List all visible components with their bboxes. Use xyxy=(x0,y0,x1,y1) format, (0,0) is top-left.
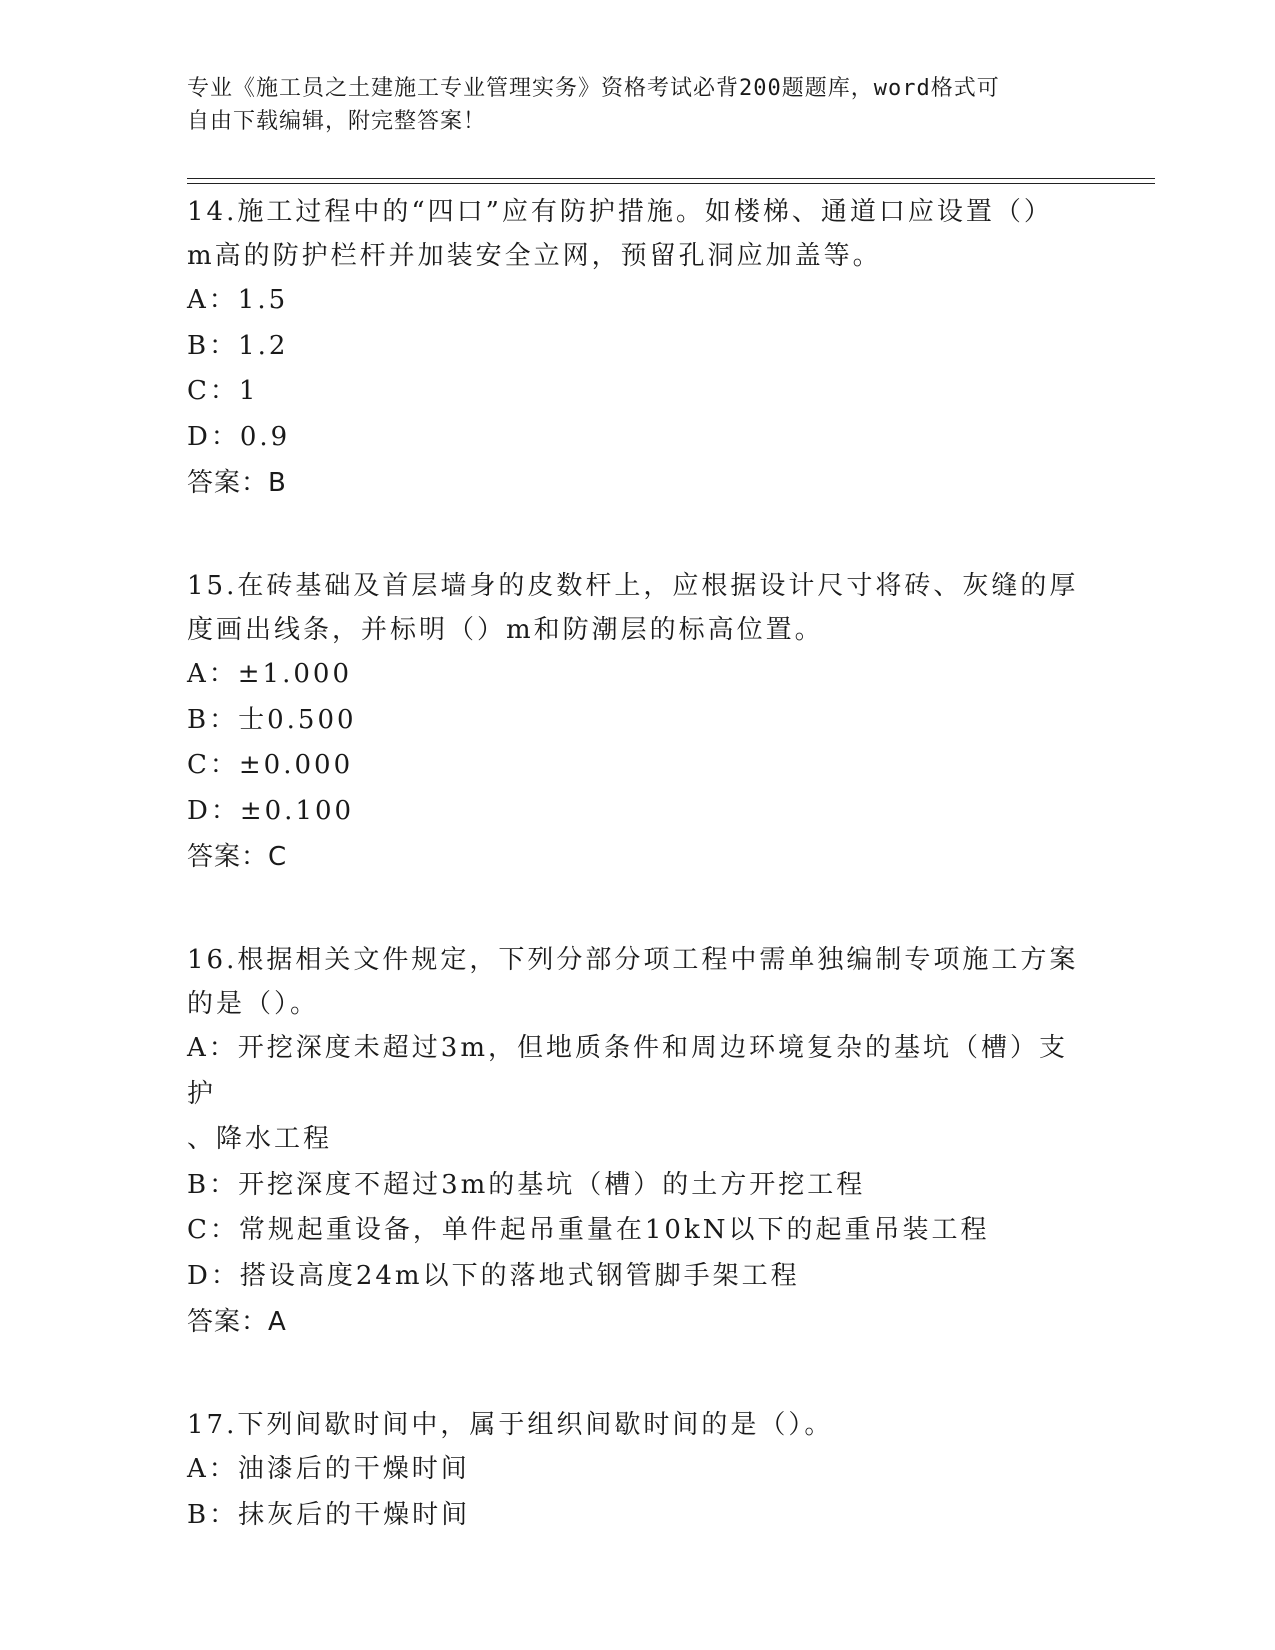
question-spacer xyxy=(187,506,1087,564)
option-a: A：开挖深度未超过3m，但地质条件和周边环境复杂的基坑（槽）支护 xyxy=(187,1033,1068,1109)
question-16 xyxy=(187,938,1087,1345)
question-spacer xyxy=(187,1345,1087,1403)
option-d: D：0.9 xyxy=(187,421,291,452)
option-c: C：1 xyxy=(187,376,259,406)
question-stem-line: 度画出线条，并标明（）m和防潮层的标高位置。 xyxy=(187,615,824,645)
option-a-continued: 、降水工程 xyxy=(187,1124,333,1154)
answer-label: 答案：A xyxy=(187,1307,287,1337)
question-stem-line: m高的防护栏杆并加装安全立网，预留孔洞应加盖等。 xyxy=(187,241,882,271)
option-c: C：±0.000 xyxy=(187,750,354,780)
question-stem-line: 17.下列间歇时间中，属于组织间歇时间的是（）。 xyxy=(187,1410,834,1440)
option-b: B：开挖深度不超过3m的基坑（槽）的土方开挖工程 xyxy=(187,1169,866,1200)
question-14 xyxy=(187,190,1087,506)
answer-label: 答案：B xyxy=(187,468,287,498)
option-b: B：1.2 xyxy=(187,330,289,361)
question-spacer xyxy=(187,880,1087,938)
option-d: D：±0.100 xyxy=(187,795,355,826)
option-a: A：±1.000 xyxy=(187,659,352,689)
question-15 xyxy=(187,564,1087,880)
question-stem-line: 16.根据相关文件规定，下列分部分项工程中需单独编制专项施工方案 xyxy=(187,945,1079,975)
answer-label: 答案：C xyxy=(187,842,288,872)
question-stem-line: 14.施工过程中的“四口”应有防护措施。如楼梯、通道口应设置（） xyxy=(187,197,1053,227)
option-a: A：油漆后的干燥时间 xyxy=(187,1454,470,1484)
option-d: D：搭设高度24m以下的落地式钢管脚手架工程 xyxy=(187,1260,800,1291)
option-b: B：士0.500 xyxy=(187,704,357,735)
question-stem-line: 15.在砖基础及首层墙身的皮数杆上，应根据设计尺寸将砖、灰缝的厚 xyxy=(187,571,1079,601)
header-line-2: 自由下载编辑，附完整答案！ xyxy=(187,109,487,134)
option-b: B：抹灰后的干燥时间 xyxy=(187,1499,471,1530)
question-list xyxy=(187,190,1087,1538)
question-stem-line: 的是（）。 xyxy=(187,989,320,1019)
option-c: C：常规起重设备，单件起吊重量在10kN以下的起重吊装工程 xyxy=(187,1215,990,1245)
option-a: A：1.5 xyxy=(187,285,289,315)
header-divider-top xyxy=(187,178,1155,179)
question-17 xyxy=(187,1403,1087,1538)
header-line-1: 专业《施工员之土建施工专业管理实务》资格考试必背200题题库，word格式可 xyxy=(187,76,1000,101)
header-divider-bottom xyxy=(187,183,1155,184)
document-header xyxy=(187,72,1067,138)
